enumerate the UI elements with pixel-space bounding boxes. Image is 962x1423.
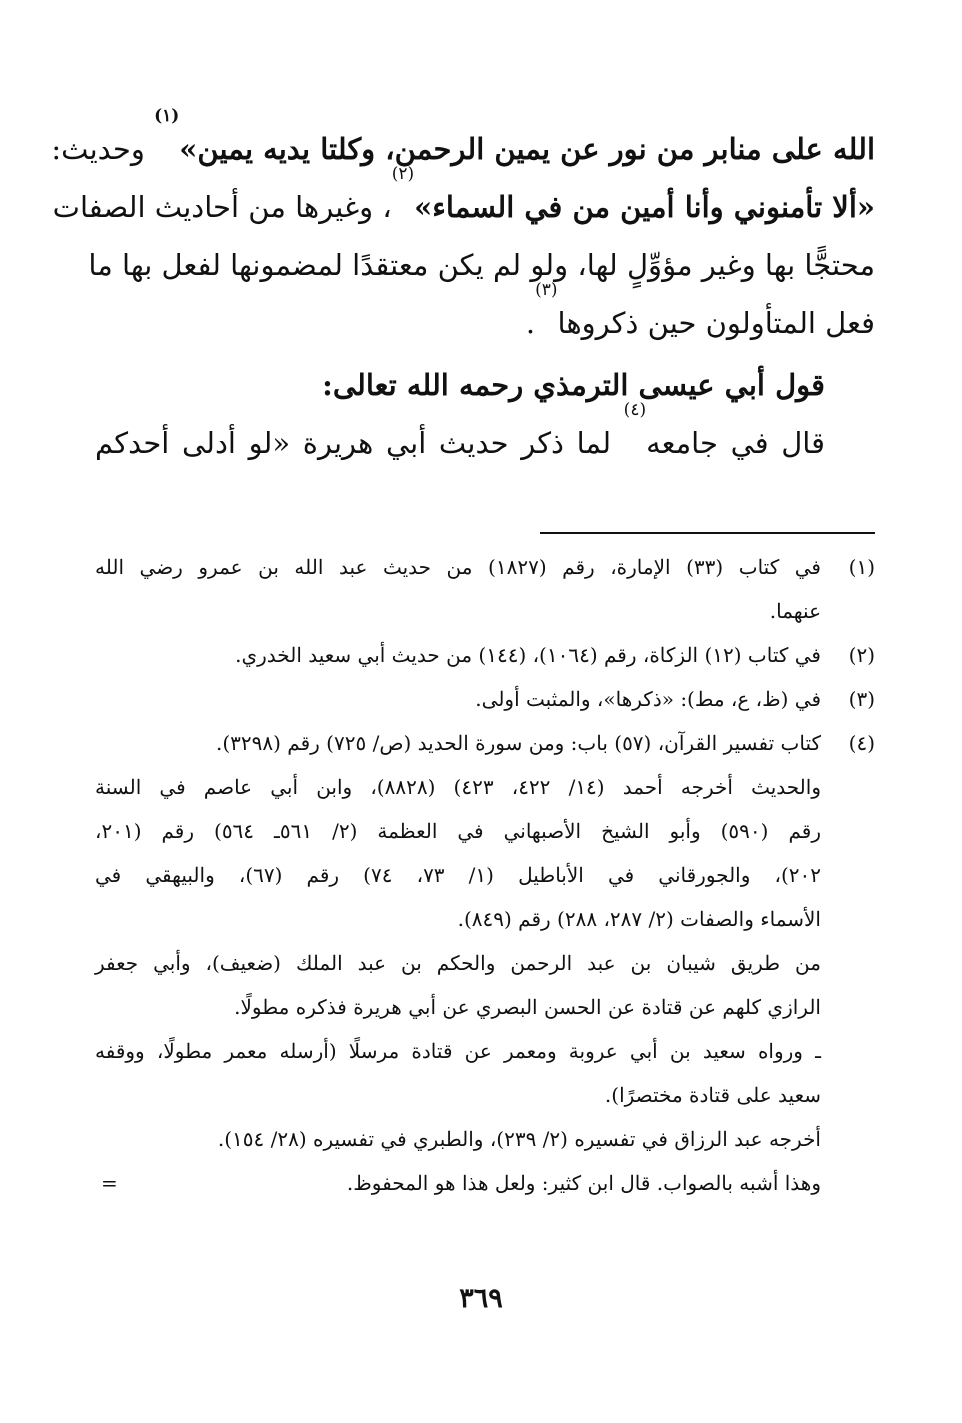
footnote-line: ٢٠٢)، والجورقاني في الأباطيل (١/ ٧٣، ٧٤) رقم (٦٧)، والبيهقي في	[95, 863, 822, 887]
main-text	[51, 106, 875, 472]
body-line-3: محتجًّا بها وغير مؤوِّلٍ لها، ولو لم يكن معتقدًا لمضمونها لفعل بها ما	[88, 248, 875, 282]
continuation-mark: =	[101, 1171, 118, 1195]
footnote-line: أخرجه عبد الرزاق في تفسيره (٢/ ٢٣٩)، والطبري في تفسيره (٢٨/ ١٥٤).	[217, 1127, 821, 1151]
body-line-6: قال في جامعه$^{(٤)}$ لما ذكر حديث أبي هريرة «لو أدلى أحدكم	[95, 400, 826, 460]
body-line-2: «ألا تأمنوني وأنا أمين من في السماء»$^{(٢)}$، وغيرها من أحاديث الصفات	[52, 164, 875, 224]
footnotes	[95, 545, 875, 1205]
footnote-line: والحديث أخرجه أحمد (١٤/ ٤٢٢، ٤٢٣) (٨٨٢٨)، وابن أبي عاصم في السنة	[95, 775, 821, 799]
footnote-last-row	[95, 1161, 875, 1205]
footnote-number: (١)	[848, 555, 875, 579]
footnote-line: الأسماء والصفات (٢/ ٢٨٧، ٢٨٨) رقم (٨٤٩).	[457, 907, 821, 931]
footnote-1	[95, 545, 875, 633]
footnote-line: كتاب تفسير القرآن، (٥٧) باب: ومن سورة الحديد (ص/ ٧٢٥) رقم (٣٢٩٨).	[215, 731, 821, 755]
footnote-number: (٣)	[848, 687, 875, 711]
footnote-line: في كتاب (١٢) الزكاة، رقم (١٠٦٤)، (١٤٤) من حديث أبي سعيد الخدري.	[235, 643, 821, 667]
footnote-number: (٤)	[848, 731, 875, 755]
footnote-line: في كتاب (٣٣) الإمارة، رقم (١٨٢٧) من حديث عبد الله بن عمرو رضي الله	[95, 555, 821, 579]
footnote-line: عنهما.	[769, 599, 821, 623]
footnote-separator	[540, 532, 875, 534]
footnote-line: الرازي كلهم عن قتادة عن الحسن البصري عن أبي هريرة فذكره مطولًا.	[234, 995, 821, 1019]
footnote-ref-1[interactable]: (١)	[154, 106, 180, 126]
footnote-line: ـ ورواه سعيد بن أبي عروبة ومعمر عن قتادة مرسلًا (أرسله معمر مطولًا، ووقفه	[95, 1039, 821, 1063]
footnote-number: (٢)	[848, 643, 875, 667]
footnote-ref-4[interactable]: (٤)	[623, 400, 647, 420]
footnote-line: رقم (٥٩٠) وأبو الشيخ الأصبهاني في العظمة (٢/ ٥٦١ـ ٥٦٤) رقم (٢٠١،	[95, 819, 821, 843]
footnote-ref-3[interactable]: (٣)	[535, 280, 558, 300]
footnote-line: في (ظ، ع، مط): «ذكرها»، والمثبت أولى.	[475, 687, 821, 711]
footnote-2	[95, 633, 875, 677]
body-line-1: الله على منابر من نور عن يمين الرحمن، وكلتا يديه يمين»$^{(١)}$ وحديث:	[51, 106, 875, 166]
footnote-ref-2[interactable]: (٢)	[391, 164, 415, 184]
footnote-line: سعيد على قتادة مختصرًا).	[604, 1083, 821, 1107]
page-number: ٣٦٩	[459, 1283, 503, 1314]
body-line-4: فعل المتأولون حين ذكروها$^{(٣)}$.	[525, 280, 875, 340]
section-heading: قول أبي عيسى الترمذي رحمه الله تعالى:	[322, 368, 825, 402]
footnote-line: وهذا أشبه بالصواب. قال ابن كثير: ولعل هذا هو المحفوظ.	[346, 1171, 821, 1195]
footnote-4	[95, 721, 875, 765]
footnote-4-continuation	[95, 765, 875, 1161]
footnote-3	[95, 677, 875, 721]
footnote-line: من طريق شيبان بن عبد الرحمن والحكم بن عبد الملك (ضعيف)، وأبي جعفر	[95, 951, 821, 975]
